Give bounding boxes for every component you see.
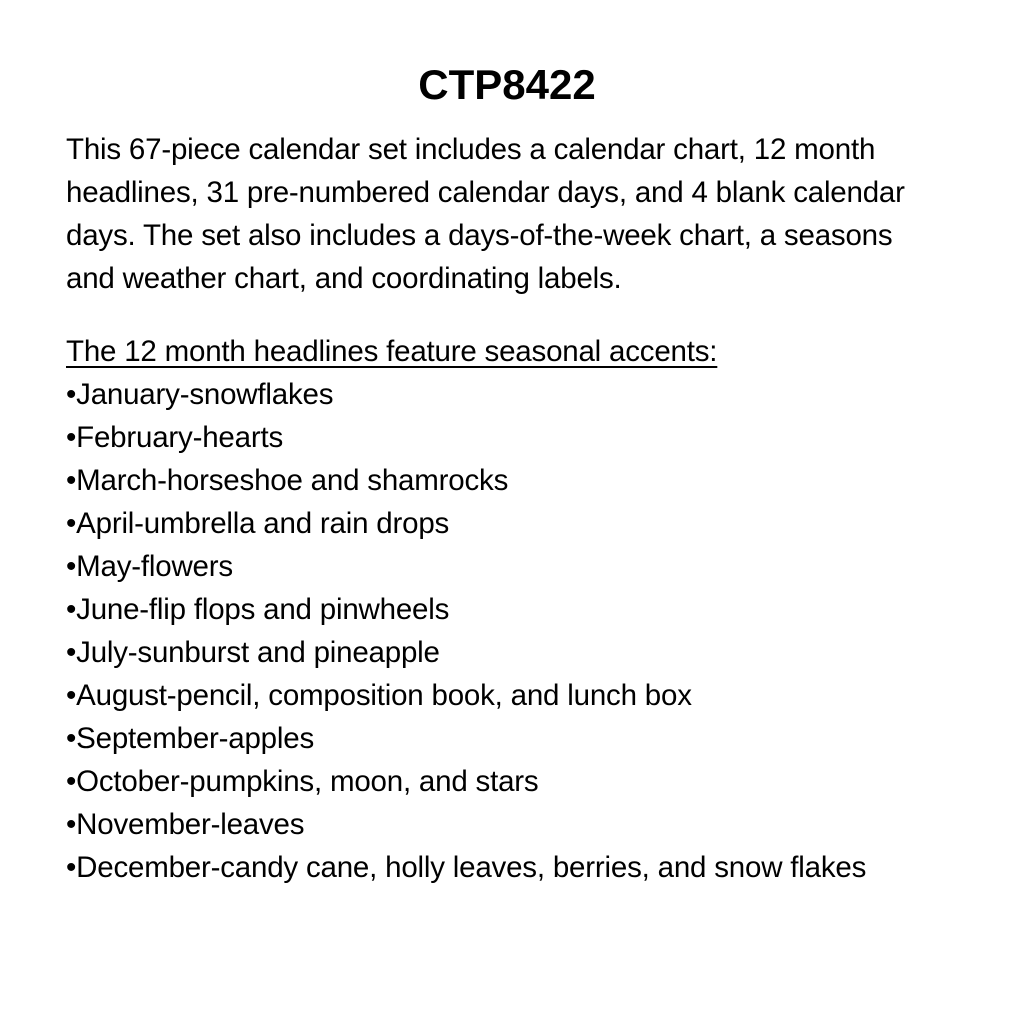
bullet-list [66,373,948,889]
list-item-january [66,373,948,416]
list-item-text: May-flowers [76,549,233,583]
list-item-august [66,674,948,717]
bullet-icon: • [66,764,77,798]
bullet-icon: • [66,807,77,841]
bullet-icon: • [66,420,77,454]
section-heading: The 12 month headlines feature seasonal accents: [66,334,718,368]
list-item-text: July-sunburst and pineapple [76,635,440,669]
bullet-icon: • [66,635,77,669]
document-content [66,60,948,889]
list-item-text: November-leaves [76,807,305,841]
bullet-icon: • [66,592,77,626]
list-item-text: December-candy cane, holly leaves, berries, and snow flakes [76,850,867,884]
list-item-text: January-snowflakes [76,377,334,411]
page-title: CTP8422 [418,61,596,108]
list-item-text: October-pumpkins, moon, and stars [76,764,539,798]
bullet-icon: • [66,377,77,411]
list-item-february [66,416,948,459]
bullet-icon: • [66,549,77,583]
list-item-november [66,803,948,846]
list-item-september [66,717,948,760]
bullet-icon: • [66,463,77,497]
list-item-text: April-umbrella and rain drops [76,506,450,540]
bullet-icon: • [66,721,77,755]
list-item-text: September-apples [76,721,314,755]
list-item-may [66,545,948,588]
list-item-july [66,631,948,674]
list-item-text: June-flip flops and pinwheels [76,592,450,626]
list-item-june [66,588,948,631]
list-item-october [66,760,948,803]
bullet-icon: • [66,678,77,712]
bullet-icon: • [66,850,77,884]
list-item-march [66,459,948,502]
list-item-text: February-hearts [76,420,283,454]
list-item-december [66,846,948,889]
list-item-text: March-horseshoe and shamrocks [76,463,509,497]
list-item-text: August-pencil, composition book, and lunch box [76,678,692,712]
product-description: This 67-piece calendar set includes a calendar chart, 12 month headlines, 31 pre-numbered calendar days, and 4 blank calendar days. The set also includes a days-of-the-week chart, a seasons and weather chart, and coordinating labels. [66,133,905,295]
bullet-icon: • [66,506,77,540]
list-item-april [66,502,948,545]
